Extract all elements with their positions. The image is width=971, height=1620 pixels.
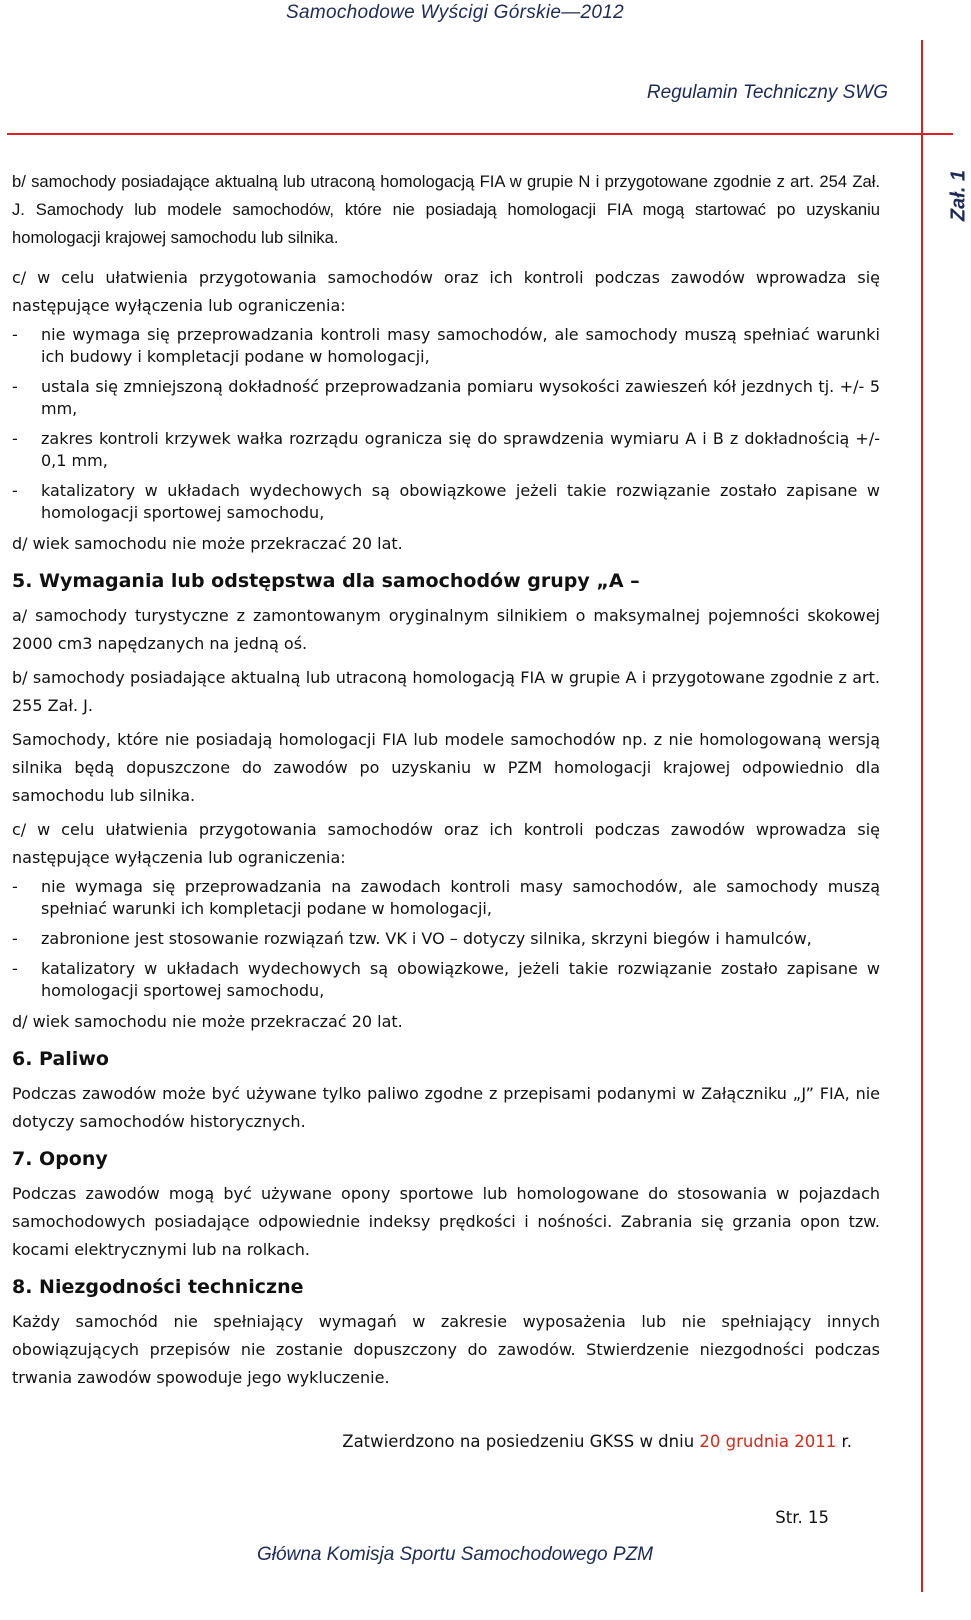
list-item: - nie wymaga się przeprowadzania na zawodach kontroli masy samochodów, ale samochody muszą spełniać warunki ich kompletacji podane w homologacji,: [12, 877, 880, 918]
paragraph-nonconformities: Każdy samochód nie spełniający wymagań w zakresie wyposażenia lub nie spełniający innych obowiązujących przepisów nie zostanie dopuszczony do zawodów. Stwierdzenie niezgodności podczas trwania zawodów spowoduje jego wykluczenie.: [12, 1312, 880, 1387]
restrictions-list-2: [12, 876, 880, 1002]
paragraph-tyres: Podczas zawodów mogą być używane opony sportowe lub homologowane do stosowania w pojazdach samochodowych posiadające odpowiednie indeksy prędkości i nośności. Zabrania się grzania opon tzw. kocami elektrycznymi lub na rolkach.: [12, 1184, 880, 1259]
restrictions-list-1: [12, 324, 880, 524]
section-heading-6: 6. Paliwo: [12, 1048, 109, 1070]
section-heading-8: 8. Niezgodności techniczne: [12, 1276, 304, 1298]
margin-divider-line: [921, 40, 923, 1592]
approval-text: Zatwierdzono na posiedzeniu GKSS w dniu: [342, 1432, 700, 1451]
paragraph-a-touring: a/ samochody turystyczne z zamontowanym oryginalnym silnikiem o maksymalnej pojemności skokowej 2000 cm3 napędzanych na jedną oś.: [12, 606, 880, 653]
header-divider-line: [7, 133, 953, 135]
document-body: [12, 168, 880, 1392]
paragraph-fuel: Podczas zawodów może być używane tylko paliwo zgodne z przepisami podanymi w Załączniku „J” FIA, nie dotyczy samochodów historycznych.: [12, 1084, 880, 1131]
list-item: - zabronione jest stosowanie rozwiązań tzw. VK i VO – dotyczy silnika, skrzyni biegów i hamulców,: [12, 929, 812, 948]
document-header-title: Samochodowe Wyścigi Górskie—2012: [285, 2, 625, 23]
paragraph-c-intro-1: c/ w celu ułatwienia przygotowania samochodów oraz ich kontroli podczas zawodów wprowadza się następujące wyłączenia lub ograniczenia:: [12, 268, 880, 315]
paragraph-d-age-1: d/ wiek samochodu nie może przekraczać 20 lat.: [12, 534, 403, 553]
list-item: - nie wymaga się przeprowadzania kontroli masy samochodów, ale samochody muszą spełniać warunki ich budowy i kompletacji podane w homologacji,: [12, 325, 880, 366]
list-item: - ustala się zmniejszoną dokładność przeprowadzania pomiaru wysokości zawieszeń kół jezdnych tj. +/- 5 mm,: [12, 377, 880, 418]
paragraph-d-age-2: d/ wiek samochodu nie może przekraczać 20 lat.: [12, 1012, 403, 1031]
approval-date: 20 grudnia 2011: [699, 1432, 837, 1451]
approval-note: [342, 1432, 852, 1451]
list-item: - zakres kontroli krzywek wałka rozrządu ogranicza się do sprawdzenia wymiaru A i B z dokładnością +/- 0,1 mm,: [12, 429, 880, 470]
annex-side-label-text: Zał. 1: [947, 169, 970, 222]
page-number: Str. 15: [775, 1508, 829, 1527]
paragraph-b-group-n: b/ samochody posiadające aktualną lub utraconą homologacją FIA w grupie N i przygotowane zgodnie z art. 254 Zał. J. Samochody lub modele samochodów, które nie posiadają homologacji FIA mogą startować po uzyskaniu homologacji krajowej samochodu lub silnika.: [12, 172, 880, 247]
section-heading-5: 5. Wymagania lub odstępstwa dla samochodów grupy „A –: [12, 570, 640, 592]
approval-suffix: r.: [836, 1432, 852, 1451]
paragraph-c-intro-2: c/ w celu ułatwienia przygotowania samochodów oraz ich kontroli podczas zawodów wprowadza się następujące wyłączenia lub ograniczenia:: [12, 820, 880, 867]
document-footer: Główna Komisja Sportu Samochodowego PZM: [256, 1544, 654, 1565]
document-header-subtitle: Regulamin Techniczny SWG: [646, 82, 888, 103]
paragraph-b-group-a: b/ samochody posiadające aktualną lub utraconą homologacją FIA w grupie A i przygotowane zgodnie z art. 255 Zał. J.: [12, 668, 880, 715]
section-heading-7: 7. Opony: [12, 1148, 108, 1170]
annex-side-label: [941, 170, 971, 230]
list-item: - katalizatory w układach wydechowych są obowiązkowe, jeżeli takie rozwiązanie zostało zapisane w homologacji sportowej samochodu,: [12, 959, 880, 1000]
list-item: - katalizatory w układach wydechowych są obowiązkowe jeżeli takie rozwiązanie zostało zapisane w homologacji sportowej samochodu,: [12, 481, 880, 522]
paragraph-no-homologation: Samochody, które nie posiadają homologacji FIA lub modele samochodów np. z nie homologowaną wersją silnika będą dopuszczone do zawodów po uzyskaniu w PZM homologacji krajowej odpowiednio dla samochodu lub silnika.: [12, 730, 880, 805]
